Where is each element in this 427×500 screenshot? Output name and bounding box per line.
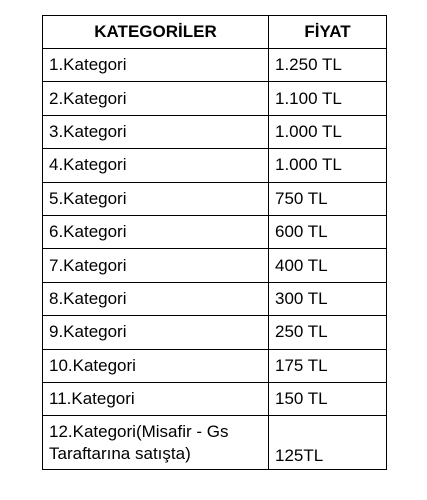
category-cell: 8.Kategori	[43, 282, 269, 315]
price-cell: 600 TL	[269, 215, 387, 248]
category-cell: 2.Kategori	[43, 82, 269, 115]
category-cell: 4.Kategori	[43, 149, 269, 182]
category-cell: 9.Kategori	[43, 316, 269, 349]
table-row	[43, 182, 387, 215]
price-cell: 1.000 TL	[269, 115, 387, 148]
category-cell: 6.Kategori	[43, 215, 269, 248]
table-row	[43, 316, 387, 349]
table-row	[43, 282, 387, 315]
category-cell: 7.Kategori	[43, 249, 269, 282]
price-cell: 300 TL	[269, 282, 387, 315]
header-price: FİYAT	[269, 16, 387, 49]
table-row	[43, 382, 387, 415]
category-cell: 3.Kategori	[43, 115, 269, 148]
table-row	[43, 149, 387, 182]
header-category: KATEGORİLER	[43, 16, 269, 49]
category-cell: 11.Kategori	[43, 382, 269, 415]
price-cell: 150 TL	[269, 382, 387, 415]
category-cell: 10.Kategori	[43, 349, 269, 382]
price-cell: 250 TL	[269, 316, 387, 349]
price-cell: 175 TL	[269, 349, 387, 382]
price-cell: 125TL	[269, 416, 387, 470]
table-row	[43, 115, 387, 148]
table-header-row	[43, 16, 387, 49]
table-row	[43, 215, 387, 248]
category-cell: 12.Kategori(Misafir - Gs Taraftarına satışta)	[43, 416, 269, 470]
price-cell: 1.000 TL	[269, 149, 387, 182]
table-row	[43, 349, 387, 382]
price-table	[42, 15, 387, 470]
price-cell: 1.100 TL	[269, 82, 387, 115]
table-row	[43, 82, 387, 115]
price-cell: 400 TL	[269, 249, 387, 282]
category-cell: 1.Kategori	[43, 49, 269, 82]
table-row	[43, 249, 387, 282]
table-row	[43, 49, 387, 82]
category-cell: 5.Kategori	[43, 182, 269, 215]
price-cell: 1.250 TL	[269, 49, 387, 82]
price-cell: 750 TL	[269, 182, 387, 215]
table-row	[43, 416, 387, 470]
